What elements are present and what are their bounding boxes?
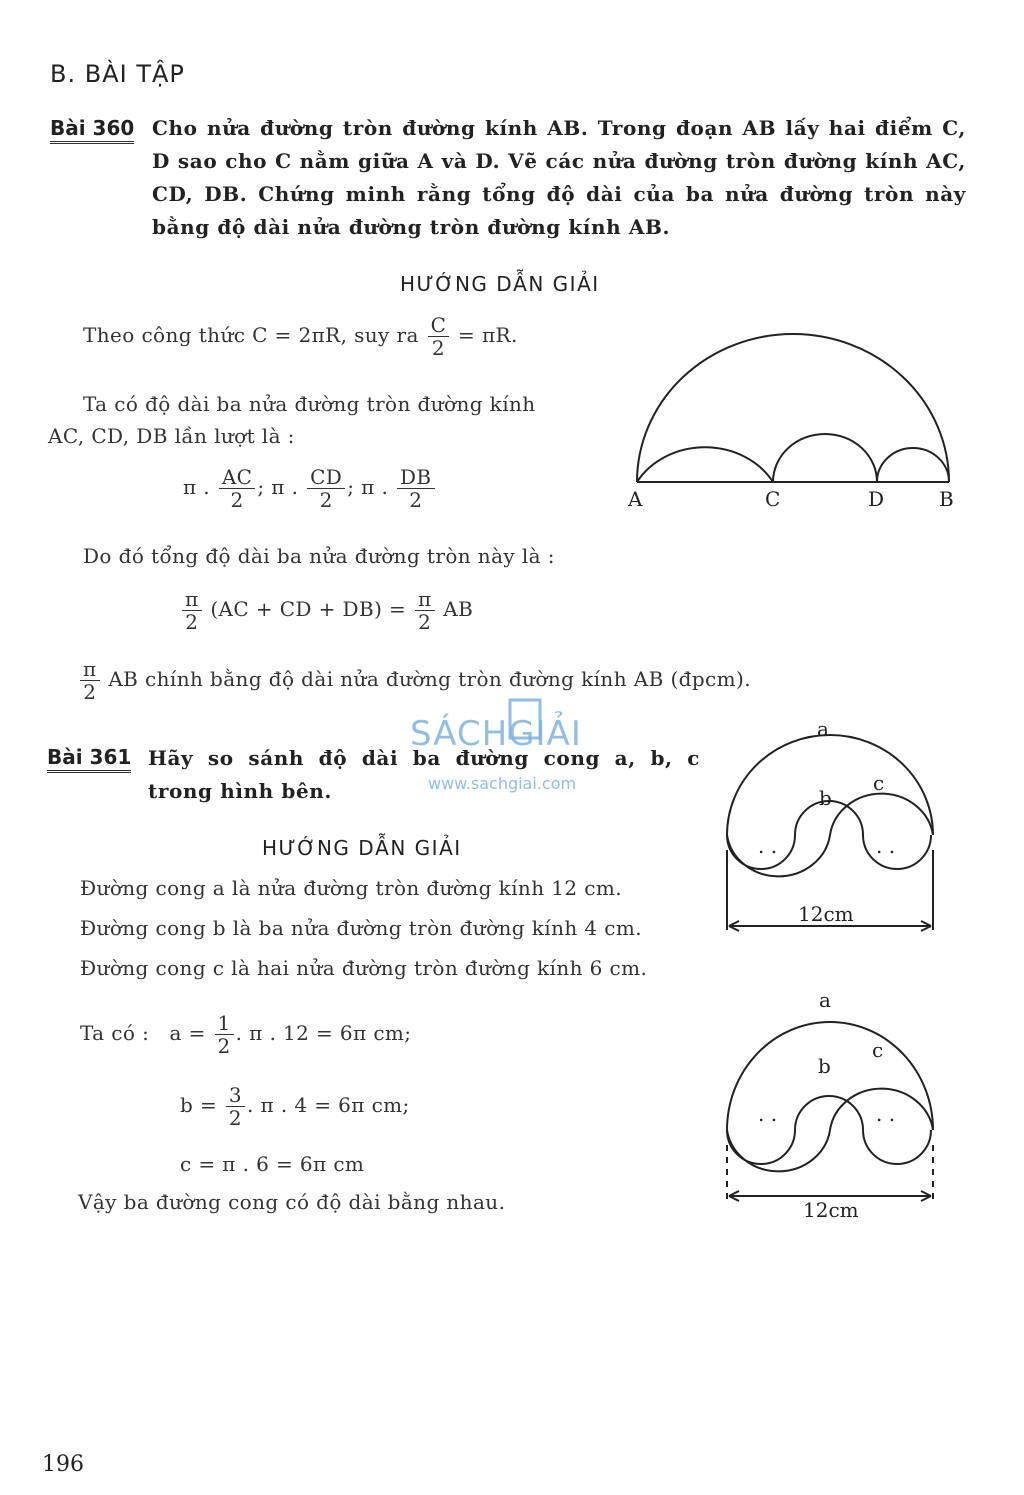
pi-mult-3: π . — [361, 475, 389, 499]
curves-figure-2 — [715, 1010, 945, 1210]
exercise-360-statement: Cho nửa đường tròn đường kính AB. Trong đoạn AB lấy hai điểm C, D sao cho C nằm giữa A và D. Vẽ các nửa đường tròn đường kính AC, CD, DB. Chứng minh rằng tổng độ dài của ba nửa đường tròn này bằng độ dài nửa đường tròn đường kính AB. — [152, 116, 966, 239]
ex360-lengths-expression — [183, 466, 437, 511]
sum-fraction-left — [182, 588, 202, 633]
point-b-label: B — [939, 487, 954, 511]
sum-end: AB — [443, 597, 474, 621]
ex361-curve-b-text: Đường cong b là ba nửa đường tròn đường kính 4 cm. — [80, 916, 643, 940]
fig1-dots-right: . . — [876, 834, 896, 858]
fig1-label-a: a — [817, 717, 829, 741]
ex361-curve-a-text: Đường cong a là nửa đường tròn đường kính 12 cm. — [80, 876, 622, 900]
fig2-width-label: 12cm — [803, 1198, 859, 1222]
page-number: 196 — [42, 1452, 84, 1477]
ex361-calc-c: c = π . 6 = 6π cm — [180, 1152, 365, 1176]
conclusion-fraction — [80, 658, 100, 703]
ex361-conclusion: Vậy ba đường cong có độ dài bằng nhau. — [78, 1190, 506, 1214]
frac-ac-num: AC — [219, 466, 256, 489]
concl-num: π — [80, 658, 100, 681]
fig2-dots-right: . . — [876, 1102, 896, 1126]
a-den: 2 — [217, 1034, 231, 1058]
point-a-label: A — [628, 487, 643, 511]
sum-left-den: 2 — [185, 610, 199, 634]
ex360-formula-pre: Theo công thức C = 2πR, suy ra — [83, 323, 419, 347]
point-c-label: C — [765, 487, 781, 511]
ex360-text-line3: AC, CD, DB lần lượt là : — [48, 424, 295, 448]
b-fraction — [226, 1084, 245, 1129]
semicircle-ab — [637, 334, 949, 482]
exercise-361-solution-heading: HƯỚNG DẪN GIẢI — [262, 836, 462, 860]
fig1-width-label: 12cm — [798, 902, 854, 926]
b-rhs: . π . 4 = 6π cm; — [247, 1093, 410, 1117]
a-lhs: a = — [169, 1021, 206, 1045]
ex360-text-line2: Ta có độ dài ba nửa đường tròn đường kính — [83, 392, 536, 416]
conclusion-text: AB chính bằng độ dài nửa đường tròn đường kính AB (đpcm). — [108, 667, 751, 691]
frac-db-num: DB — [397, 466, 435, 489]
ex361-calc-b — [180, 1084, 410, 1129]
ex360-formula-line — [83, 314, 518, 359]
separator-1: ; — [257, 475, 265, 499]
watermark-title: SÁCHGIẢI — [410, 714, 582, 754]
ex360-conclusion — [78, 658, 751, 703]
fig2-label-a: a — [819, 988, 831, 1012]
ex360-text-line4: Do đó tổng độ dài ba nửa đường tròn này là : — [83, 544, 555, 568]
a-num: 1 — [215, 1012, 234, 1035]
section-title: B. BÀI TẬP — [50, 60, 185, 88]
frac-cd-den: 2 — [319, 488, 333, 512]
a-rhs: . π . 12 = 6π cm; — [235, 1021, 412, 1045]
ex360-formula-fraction — [428, 314, 450, 359]
fig1-label-b: b — [819, 786, 832, 810]
fig1-label-c: c — [873, 771, 885, 795]
frac-ac-den: 2 — [230, 488, 244, 512]
semicircle-cd — [773, 434, 877, 482]
exercise-361-statement: Hãy so sánh độ dài ba đường cong a, b, c trong hình bên. — [148, 746, 700, 803]
exercise-361-label: Bài 361 — [47, 746, 131, 773]
exercise-360-label: Bài 360 — [50, 117, 134, 144]
frac-cd-num: CD — [307, 466, 345, 489]
ta-co-label: Ta có : — [80, 1021, 150, 1045]
sum-middle: (AC + CD + DB) = — [210, 597, 407, 621]
fraction-ac — [219, 466, 256, 511]
pi-mult-2: π . — [271, 475, 299, 499]
concl-den: 2 — [83, 680, 97, 704]
ex360-formula-den: 2 — [431, 336, 445, 360]
point-d-label: D — [868, 487, 885, 511]
ex360-formula-num: C — [428, 314, 450, 337]
b-lhs: b = — [180, 1093, 218, 1117]
semicircle-ac — [637, 447, 773, 482]
b-num: 3 — [226, 1084, 245, 1107]
b-den: 2 — [228, 1106, 243, 1130]
separator-2: ; — [347, 475, 355, 499]
exercise-360-solution-heading: HƯỚNG DẪN GIẢI — [400, 272, 600, 296]
frac-db-den: 2 — [409, 488, 423, 512]
sum-right-den: 2 — [418, 610, 432, 634]
sum-right-num: π — [415, 588, 435, 611]
ex360-formula-post: = πR. — [458, 323, 518, 347]
semicircles-figure — [620, 320, 970, 520]
ex360-sum-expression — [180, 588, 473, 633]
ex361-curve-c-text: Đường cong c là hai nửa đường tròn đường kính 6 cm. — [80, 956, 648, 980]
sum-fraction-right — [415, 588, 435, 633]
pi-mult-1: π . — [183, 475, 211, 499]
a-fraction — [215, 1012, 234, 1057]
semicircle-db — [877, 448, 949, 482]
fig1-dots-left: . . — [758, 834, 778, 858]
fig2-label-b: b — [818, 1054, 831, 1078]
sum-left-num: π — [182, 588, 202, 611]
ex361-calc-a — [80, 1012, 411, 1057]
fraction-db — [397, 466, 435, 511]
fig2-dots-left: . . — [758, 1102, 778, 1126]
watermark-url: www.sachgiai.com — [428, 774, 577, 793]
curve-a — [727, 735, 933, 835]
fraction-cd — [307, 466, 345, 511]
fig2-label-c: c — [872, 1038, 884, 1062]
